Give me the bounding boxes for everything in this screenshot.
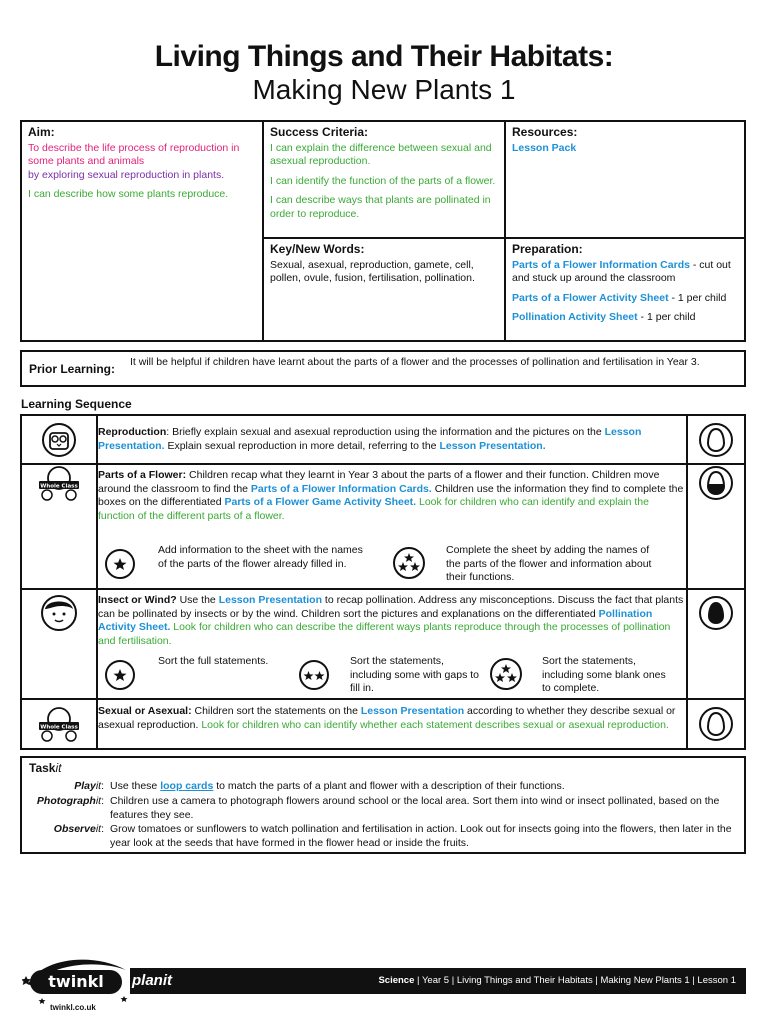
aim-line-2: by exploring sexual reproduction in plants.: [28, 168, 225, 181]
svg-text:twinkl: twinkl: [48, 972, 104, 991]
page-title: Living Things and Their Habitats:: [154, 40, 614, 73]
insect-diff-1-text: Sort the full statements.: [158, 655, 269, 667]
insect-or-wind-step: Insect or Wind? Use the Lesson Presentation to recap pollination. Address any misconceptions. Discuss the fact that plants can be pollinated by insects or by the wind. Children sort the pictures and explanations on the differentiated Pollination Activity Sheet. Look for children who can describe the different ways plants reproduce through the processes of pollination and fertilisation.: [98, 594, 684, 647]
child-face-icon: [22, 588, 96, 638]
egg-half-icon: [688, 463, 744, 503]
learning-sequence-table: [20, 414, 746, 750]
prior-learning-label: Prior Learning:: [29, 362, 116, 376]
prep-pollination-sheet-link[interactable]: Pollination Activity Sheet: [512, 311, 638, 323]
aim-heading: Aim:: [28, 125, 55, 139]
parts-of-flower-step: Parts of a Flower: Children recap what they learnt in Year 3 about the parts of a flower and their function. Children move around the classroom to find the Parts of a Flower Information Cards. Children use the information they find to complete the boxes on the differentiated Parts of a Flower Game Activity Sheet. Look for children who can identify and explain the function of the different parts of a flower.: [98, 469, 684, 522]
resources-heading: Resources:: [512, 125, 578, 139]
egg-full-icon: [688, 588, 744, 638]
lesson-presentation-link[interactable]: Lesson Presentation.: [98, 426, 642, 452]
prep-activity-sheet-link[interactable]: Parts of a Flower Activity Sheet: [512, 291, 669, 304]
parts-diff-2-text: Complete the sheet by adding the names of the parts of the flower and information about their functions.: [446, 544, 652, 583]
three-star-icon: [392, 546, 426, 585]
svg-text:Whole Class: Whole Class: [40, 724, 78, 731]
three-star-icon: [489, 657, 523, 696]
observeit-label: Observeit:: [53, 823, 104, 835]
lesson-presentation-link[interactable]: Lesson Presentation: [360, 705, 465, 717]
aim-line-3: I can describe how some plants reproduce.: [28, 188, 229, 200]
website-url[interactable]: twinkl.co.uk: [50, 1003, 96, 1012]
success-item: I can describe ways that plants are pollinated in order to reproduce.: [270, 194, 491, 220]
whole-class-icon: [22, 700, 96, 748]
loop-cards-link[interactable]: loop cards: [160, 780, 214, 792]
playit-text: Use these loop cards to match the parts of a plant and flower with a description of their functions.: [110, 780, 565, 792]
preparation-item: Parts of a Flower Information Cards - cut out and stuck up around the classroom: [512, 258, 731, 284]
lesson-overview-table: [20, 120, 746, 342]
preparation-section: [506, 239, 744, 335]
resource-lesson-pack-link[interactable]: Lesson Pack: [512, 141, 577, 154]
resources-section: [506, 122, 744, 159]
reproduction-step: Reproduction: Briefly explain sexual and asexual reproduction using the information and the pictures on the Lesson Presentation. Explain sexual reproduction in more detail, referring to the Lesson Presentation.: [98, 426, 642, 452]
keywords-text: Sexual, asexual, reproduction, gamete, cell, pollen, ovule, fusion, fertilisation, pollination.: [270, 258, 475, 284]
insect-diff-3-text: Sort the statements, including some blank ones to complete.: [542, 655, 666, 694]
footer-breadcrumb: Science | Year 5 | Living Things and Their Habitats | Making New Plants 1 | Lesson 1: [378, 975, 736, 986]
insect-diff-2-text: Sort the statements, including some with gaps to fill in.: [350, 655, 479, 694]
keywords-heading: Key/New Words:: [270, 242, 365, 256]
preparation-heading: Preparation:: [512, 242, 583, 256]
lesson-presentation-link[interactable]: Lesson Presentation.: [439, 439, 546, 452]
svg-text:Whole Class: Whole Class: [40, 483, 78, 490]
whole-class-icon: [22, 463, 96, 503]
success-criteria-section: [264, 122, 504, 231]
prep-info-cards-link[interactable]: Parts of a Flower Information Cards: [512, 258, 690, 271]
twinkl-logo: [22, 946, 132, 1008]
two-star-icon: [298, 659, 330, 696]
taskit-heading: Taskit: [29, 761, 62, 775]
photographit-text: Children use a camera to photograph flowers around school or the local area. Sort them into wind or insect pollinated, based on the features they see.: [110, 795, 720, 821]
planit-logo-text: planit: [132, 972, 172, 989]
game-activity-sheet-link[interactable]: Parts of a Flower Game Activity Sheet.: [224, 496, 417, 508]
preparation-item: Parts of a Flower Activity Sheet - 1 per child: [512, 291, 727, 304]
egg-empty-icon: [688, 700, 744, 748]
one-star-icon: [104, 548, 136, 585]
aim-section: [22, 122, 262, 206]
parts-diff-1-text: Add information to the sheet with the names of the parts of the flower already filled in.: [158, 544, 363, 570]
preparation-item: Pollination Activity Sheet - 1 per child: [512, 311, 696, 323]
page-subtitle: Making New Plants 1: [252, 74, 516, 105]
observeit-text: Grow tomatoes or sunflowers to watch pollination and fertilisation in action. Look out for insects going into the flowers, then later in the year look at the seeds that have formed in the flower head or inside the fruits.: [110, 823, 732, 849]
footer-bar: [130, 968, 746, 994]
keywords-section: [264, 239, 504, 290]
success-item: I can identify the function of the parts of a flower.: [270, 174, 496, 187]
owl-teacher-icon: [22, 416, 96, 463]
one-star-icon: [104, 659, 136, 696]
playit-label: Playit:: [74, 780, 104, 792]
photographit-label: Photographit:: [36, 795, 104, 807]
success-item: I can explain the difference between sexual and asexual reproduction.: [270, 141, 492, 167]
egg-empty-icon: [688, 416, 744, 463]
lesson-presentation-link[interactable]: Lesson Presentation: [218, 594, 322, 606]
prior-learning-box: [20, 350, 746, 387]
taskit-box: [20, 756, 746, 854]
sexual-or-asexual-step: Sexual or Asexual: Children sort the statements on the Lesson Presentation according to whether they describe sexual or asexual reproduction. Look for children who can identify whether each statement describes sexual or asexual reproduction.: [98, 705, 676, 731]
aim-line-1: To describe the life process of reproduction in some plants and animals: [28, 141, 240, 167]
pollination-sheet-link[interactable]: Pollination Activity Sheet.: [98, 607, 653, 633]
success-heading: Success Criteria:: [270, 125, 369, 139]
learning-sequence-heading: Learning Sequence: [21, 397, 132, 411]
info-cards-link[interactable]: Parts of a Flower Information Cards.: [250, 482, 432, 495]
prior-learning-text: It will be helpful if children have learnt about the parts of a flower and the processes of pollination and fertilisation in Year 3.: [130, 356, 700, 368]
